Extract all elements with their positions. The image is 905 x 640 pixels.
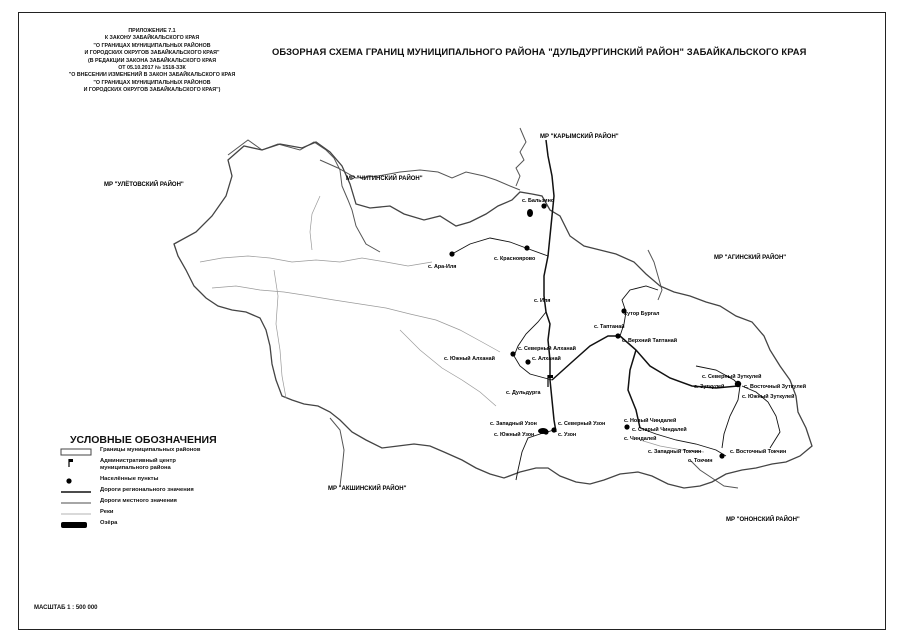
label-khutor-burgal: хутор Бургал	[624, 311, 660, 317]
appendix-line: (В РЕДАКЦИИ ЗАКОНА ЗАБАЙКАЛЬСКОГО КРАЯ	[87, 57, 217, 64]
legend-road-local	[50, 497, 240, 508]
label-uzon: с. Узон	[558, 432, 577, 438]
settlement-dot	[524, 245, 529, 250]
legend-rivers-label: Реки	[100, 509, 114, 515]
legend	[50, 434, 240, 530]
boundary-symbol-icon	[60, 448, 92, 456]
legend-road-regional	[50, 486, 240, 497]
legend-admin-center	[50, 457, 240, 475]
label-vostochny-tokchin: с. Восточный Токчин	[730, 449, 787, 455]
label-duldurga: с. Дульдурга	[506, 390, 541, 396]
appendix-line: "О ГРАНИЦАХ МУНИЦИПАЛЬНЫХ РАЙОНОВ	[93, 79, 211, 86]
settlement-dot	[543, 429, 548, 434]
local-roads	[452, 238, 780, 480]
label-vostochny-zutkulei: с. Восточный Зуткулей	[744, 384, 807, 390]
label-yuzhny-alkhanai: с. Южный Алханай	[444, 356, 495, 362]
legend-settlements-label: Населённые пункты	[100, 476, 159, 482]
road-regional	[628, 350, 640, 428]
appendix-line: И ГОРОДСКИХ ОКРУГОВ ЗАБАЙКАЛЬСКОГО КРАЯ")	[83, 87, 221, 94]
river	[212, 286, 500, 352]
label-chitinsky: МР "ЧИТИНСКИЙ РАЙОН"	[346, 176, 423, 182]
lake-icon	[60, 521, 92, 529]
appendix-line: "О ГРАНИЦАХ МУНИЦИПАЛЬНЫХ РАЙОНОВ	[93, 42, 211, 49]
boundary-aginsky	[648, 250, 662, 300]
flag-icon	[60, 459, 92, 467]
map-scale: МАСШТАБ 1 : 500 000	[34, 605, 98, 611]
settlement-dot	[510, 351, 515, 356]
label-severny-uzon: с. Северный Узон	[558, 421, 606, 427]
settlement-dot	[449, 251, 454, 256]
river	[310, 196, 320, 250]
legend-boundary-label: Границы муниципальных районов	[100, 447, 201, 453]
label-yuzhny-uzon: с. Южный Узон	[494, 432, 535, 438]
settlement-dot	[551, 427, 556, 432]
regional-road-icon	[60, 488, 92, 496]
label-novy-chindalei: с. Новый Чиндалей	[624, 418, 677, 424]
appendix-line: ПРИЛОЖЕНИЕ 7.1	[128, 28, 176, 34]
label-aginsky: МР "АГИНСКИЙ РАЙОН"	[714, 255, 787, 261]
road-regional	[544, 140, 556, 432]
label-ara-ilya: с. Ара-Иля	[428, 264, 457, 270]
legend-lakes	[50, 519, 240, 530]
map-title: ОБЗОРНАЯ СХЕМА ГРАНИЦ МУНИЦИПАЛЬНОГО РАЙОНА "ДУЛЬДУРГИНСКИЙ РАЙОН" ЗАБАЙКАЛЬСКОГО КРАЯ	[272, 46, 807, 57]
rivers	[200, 196, 704, 452]
label-stary-chindalei: с. Старый Чиндалей	[632, 427, 687, 433]
label-karymsky: МР "КАРЫМСКИЙ РАЙОН"	[540, 134, 619, 140]
settlement-dot	[525, 359, 530, 364]
settlement-dot	[735, 381, 741, 387]
label-balyagino: с. Бальзино	[522, 198, 555, 204]
label-severny-alkhanai: с. Северный Алханай	[518, 346, 576, 352]
appendix-line: К ЗАКОНУ ЗАБАЙКАЛЬСКОГО КРАЯ	[104, 35, 200, 42]
legend-title: УСЛОВНЫЕ ОБОЗНАЧЕНИЯ	[70, 434, 217, 446]
legend-boundary	[50, 446, 240, 457]
label-taptanai: с. Таптанай	[594, 324, 625, 330]
label-ononsky: МР "ОНОНСКИЙ РАЙОН"	[726, 517, 800, 523]
legend-lakes-label: Озёра	[100, 520, 118, 526]
settlement-dot	[615, 333, 620, 338]
label-verkhny-taptanai: с. Верхний Таптанай	[622, 338, 678, 344]
label-yuzhny-zutkulei: с. Южный Зуткулей	[742, 394, 795, 400]
neighbor-boundaries	[228, 128, 738, 488]
legend-road-regional-label: Дороги регионального значения	[100, 487, 194, 493]
appendix-line: И ГОРОДСКИХ ОКРУГОВ ЗАБАЙКАЛЬСКОГО КРАЯ"	[84, 50, 220, 57]
legend-admin-center-label-2: муниципального района	[100, 465, 171, 471]
boundary-ononsky	[690, 460, 738, 488]
legend-rivers	[50, 508, 240, 519]
boundary-akshinsky	[330, 418, 344, 486]
settlement-dot-icon	[60, 477, 92, 485]
label-akshinsky: МР "АКШИНСКИЙ РАЙОН"	[328, 486, 407, 492]
label-chindalei: с. Чиндалей	[624, 436, 657, 442]
label-severny-zutkulei: с. Северный Зуткулей	[702, 374, 762, 380]
boundary-uletovsky-chitinsky	[228, 140, 380, 252]
river-icon	[60, 510, 92, 518]
label-tokchin: с. Токчин	[688, 458, 713, 464]
settlement-dot	[719, 453, 724, 458]
label-zapadny-uzon: с. Западный Узон	[490, 421, 537, 427]
settlement-dot	[624, 424, 629, 429]
road-regional	[552, 336, 620, 380]
local-road-icon	[60, 499, 92, 507]
appendix-line: ОТ 05.10.2017 № 1518-ЗЗК	[118, 65, 186, 72]
label-ilya: с. Иля	[534, 298, 551, 304]
label-zutkulei: с. Зуткулей	[694, 384, 725, 390]
river	[200, 256, 432, 266]
label-alkhanai: с. Алханай	[532, 356, 561, 362]
lake	[527, 209, 533, 217]
label-krasnoyarovo: с. Красноярово	[494, 256, 536, 262]
district-boundary	[174, 142, 812, 488]
label-zapadny-tokchin: с. Западный Токчин	[648, 449, 702, 455]
road-local	[452, 238, 548, 256]
legend-settlements	[50, 475, 240, 486]
settlement-dot	[541, 203, 546, 208]
boundary-karymsky	[516, 128, 526, 186]
legend-admin-center-label-1: Административный центр	[100, 458, 176, 464]
appendix-line: "О ВНЕСЕНИИ ИЗМЕНЕНИЙ В ЗАКОН ЗАБАЙКАЛЬСКОГО КРАЯ	[68, 72, 236, 79]
label-uletovsky: МР "УЛЁТОВСКИЙ РАЙОН"	[104, 182, 184, 188]
legend-road-local-label: Дороги местного значения	[100, 498, 177, 504]
